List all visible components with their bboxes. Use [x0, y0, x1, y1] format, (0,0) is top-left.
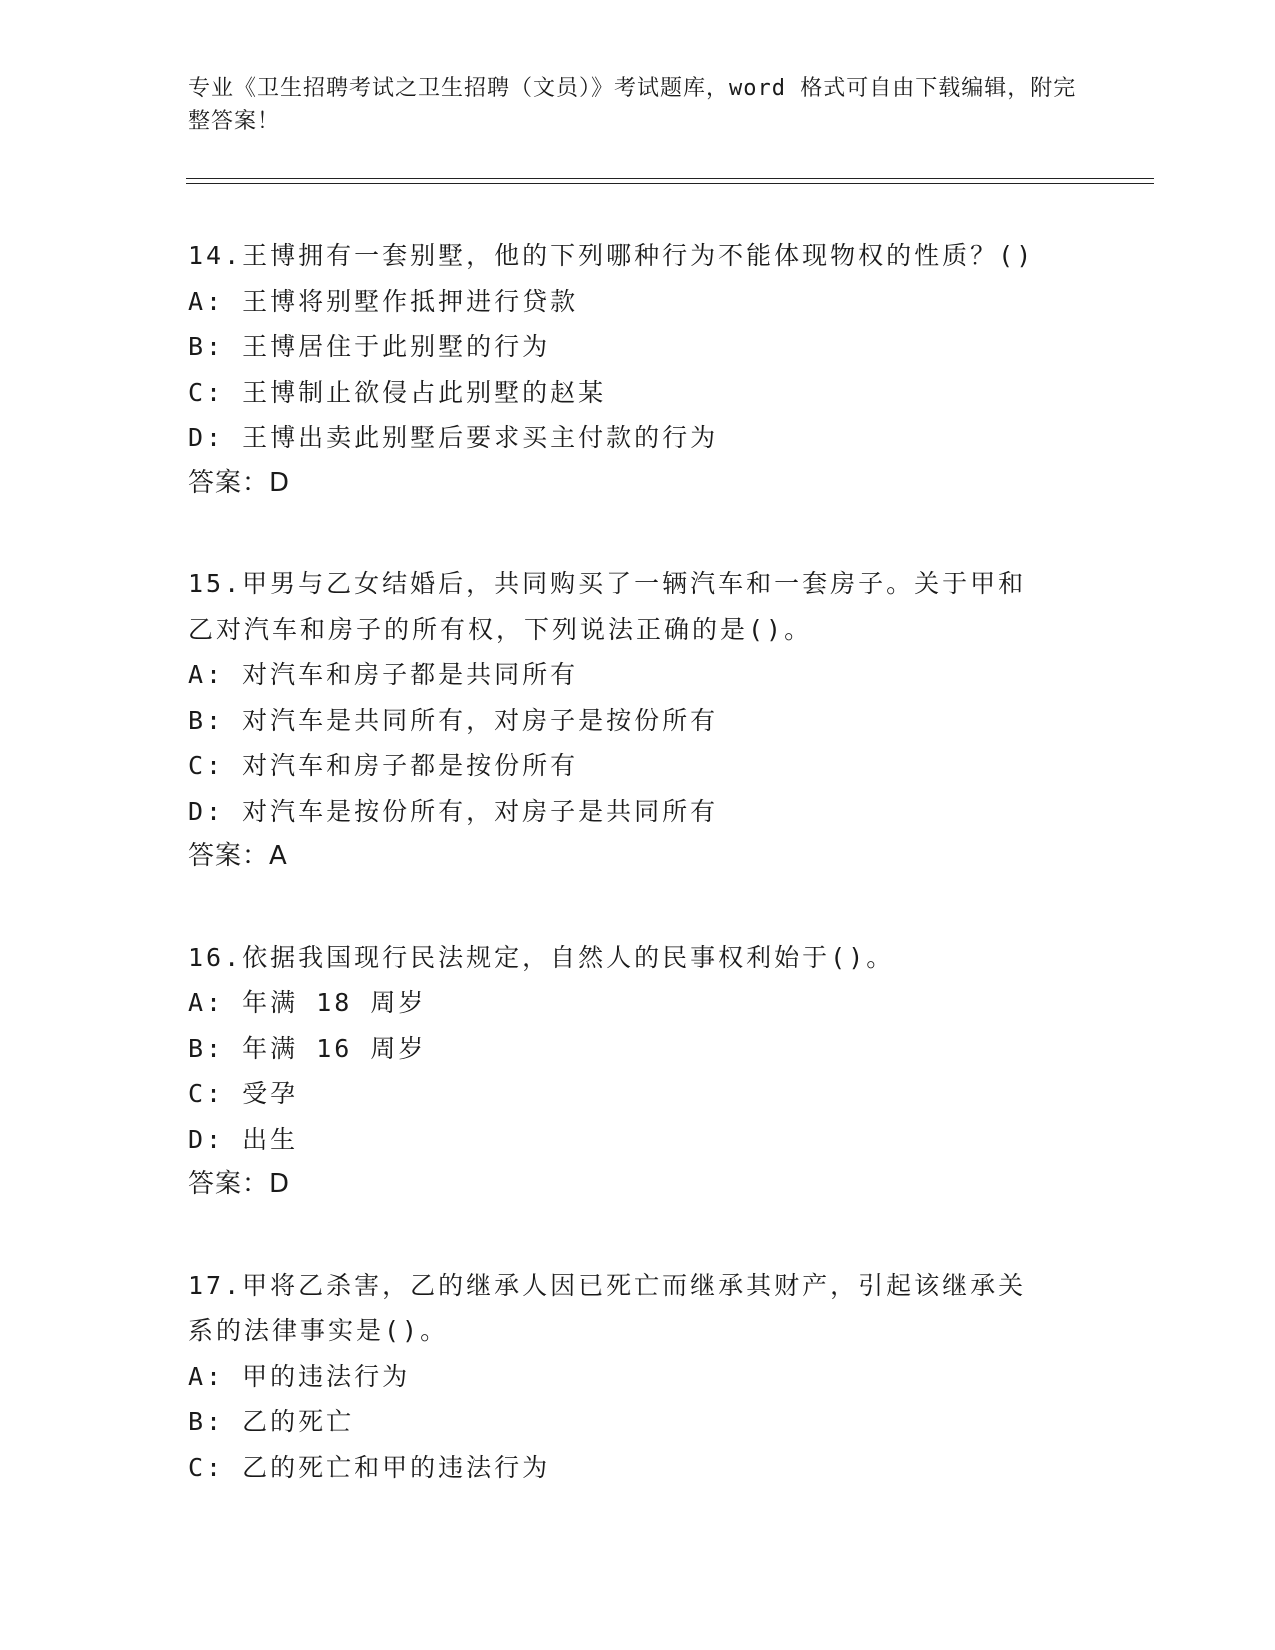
option-b: B: 对汽车是共同所有，对房子是按份所有 [188, 705, 719, 735]
option-b: B: 年满 16 周岁 [188, 1033, 427, 1063]
option-b: B: 王博居住于此别墅的行为 [188, 332, 551, 361]
header-divider-bottom [186, 183, 1154, 184]
option-c: C: 受孕 [188, 1079, 299, 1108]
question-list [188, 233, 1088, 1545]
option-c: C: 王博制止欲侵占此别墅的赵某 [188, 377, 607, 407]
option-d: D: 出生 [188, 1124, 299, 1154]
option-d: D: 对汽车是按份所有，对房子是共同所有 [188, 796, 719, 826]
question-stem: 14.王博拥有一套别墅，他的下列哪种行为不能体现物权的性质？() [188, 241, 1035, 270]
question-17 [188, 1263, 1088, 1491]
option-a: A: 对汽车和房子都是共同所有 [188, 660, 579, 689]
question-14 [188, 233, 1088, 506]
option-a: A: 甲的违法行为 [188, 1361, 411, 1391]
option-c: C: 对汽车和房子都是按份所有 [188, 751, 579, 780]
document-header: 专业《卫生招聘考试之卫生招聘（文员）》考试题库，word 格式可自由下载编辑，附完整答案！ [188, 76, 1077, 134]
option-a: A: 年满 18 周岁 [188, 988, 427, 1017]
answer-label: 答案：D [188, 467, 291, 498]
answer-label: 答案：D [188, 1169, 291, 1199]
question-16 [188, 935, 1088, 1208]
option-d: D: 王博出卖此别墅后要求买主付款的行为 [188, 423, 719, 452]
option-b: B: 乙的死亡 [188, 1407, 355, 1436]
header-divider-top [186, 178, 1154, 179]
question-stem: 17.甲将乙杀害，乙的继承人因已死亡而继承其财产，引起该继承关系的法律事实是()。 [188, 1270, 1027, 1345]
option-c: C: 乙的死亡和甲的违法行为 [188, 1452, 551, 1482]
question-15 [188, 561, 1088, 880]
question-stem: 15.甲男与乙女结婚后，共同购买了一辆汽车和一套房子。关于甲和乙对汽车和房子的所有权，下列说法正确的是()。 [188, 569, 1027, 644]
question-stem: 16.依据我国现行民法规定，自然人的民事权利始于()。 [188, 942, 895, 972]
answer-label: 答案：A [188, 841, 288, 871]
option-a: A: 王博将别墅作抵押进行贷款 [188, 286, 579, 316]
